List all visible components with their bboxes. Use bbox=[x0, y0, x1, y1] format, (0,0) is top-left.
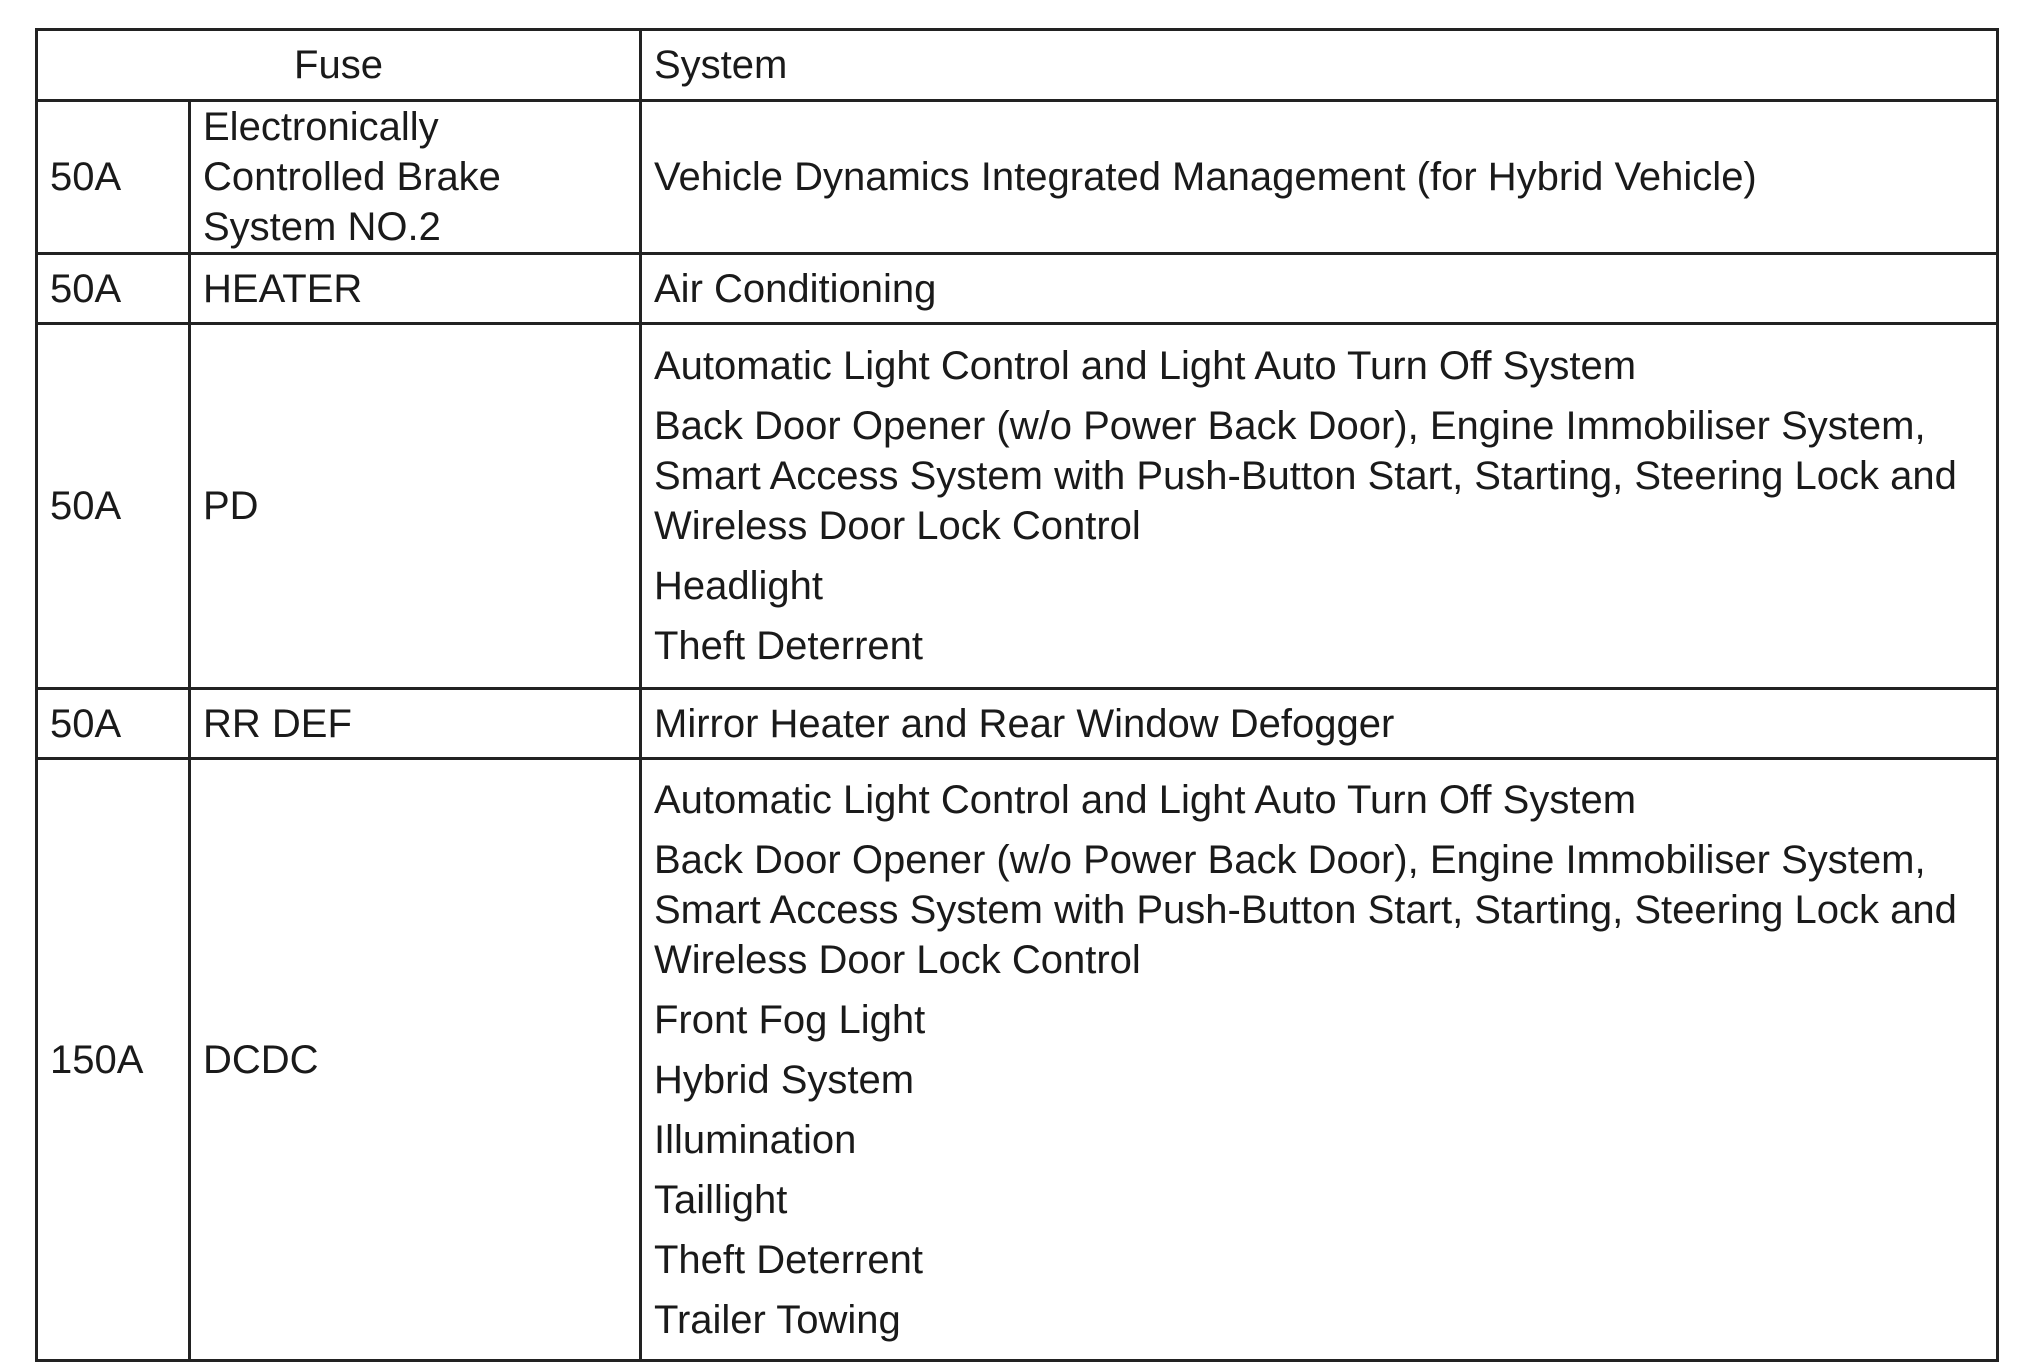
system-column-header: System bbox=[641, 30, 1998, 101]
system-item: Back Door Opener (w/o Power Back Door), Engine Immobiliser System, Smart Access System with Push-Button Start, Starting, Steering Lock and Wireless Door Lock Control bbox=[654, 837, 1957, 982]
system-cell bbox=[641, 324, 1998, 689]
fuse-amperage: 50A bbox=[37, 101, 190, 254]
fuse-name: RR DEF bbox=[190, 689, 641, 759]
table-row bbox=[37, 689, 1998, 759]
fuse-amperage: 150A bbox=[37, 759, 190, 1361]
system-item: Air Conditioning bbox=[654, 266, 937, 311]
system-item: Automatic Light Control and Light Auto Turn Off System bbox=[654, 344, 1637, 388]
system-item: Illumination bbox=[654, 1117, 857, 1162]
system-item: Back Door Opener (w/o Power Back Door), Engine Immobiliser System, Smart Access System with Push-Button Start, Starting, Steering Lock and Wireless Door Lock Control bbox=[654, 404, 1957, 548]
system-item: Mirror Heater and Rear Window Defogger bbox=[654, 701, 1395, 746]
system-item: Front Fog Light bbox=[654, 997, 926, 1042]
system-cell bbox=[641, 254, 1998, 324]
system-item: Vehicle Dynamics Integrated Management (for Hybrid Vehicle) bbox=[654, 155, 1757, 199]
system-item: Theft Deterrent bbox=[654, 624, 924, 668]
fuse-name: DCDC bbox=[190, 759, 641, 1361]
table-row bbox=[37, 324, 1998, 689]
table-row bbox=[37, 759, 1998, 1361]
fuse-amperage: 50A bbox=[37, 324, 190, 689]
system-cell bbox=[641, 689, 1998, 759]
system-cell bbox=[641, 759, 1998, 1361]
system-item: Taillight bbox=[654, 1177, 788, 1222]
system-cell bbox=[641, 101, 1998, 254]
system-item: Theft Deterrent bbox=[654, 1237, 924, 1282]
system-item: Automatic Light Control and Light Auto Turn Off System bbox=[654, 777, 1637, 822]
fuse-name: HEATER bbox=[190, 254, 641, 324]
fuse-amperage: 50A bbox=[37, 254, 190, 324]
fuse-name: Electronically Controlled Brake System NO.2 bbox=[190, 101, 641, 254]
table-row bbox=[37, 254, 1998, 324]
table-row bbox=[37, 101, 1998, 254]
fuse-amperage: 50A bbox=[37, 689, 190, 759]
system-item: Headlight bbox=[654, 564, 824, 608]
fuse-table bbox=[35, 28, 1999, 1362]
fuse-name: PD bbox=[190, 324, 641, 689]
system-item: Trailer Towing bbox=[654, 1297, 901, 1342]
system-item: Hybrid System bbox=[654, 1057, 915, 1102]
table-header-row bbox=[37, 30, 1998, 101]
fuse-column-header: Fuse bbox=[37, 30, 641, 101]
